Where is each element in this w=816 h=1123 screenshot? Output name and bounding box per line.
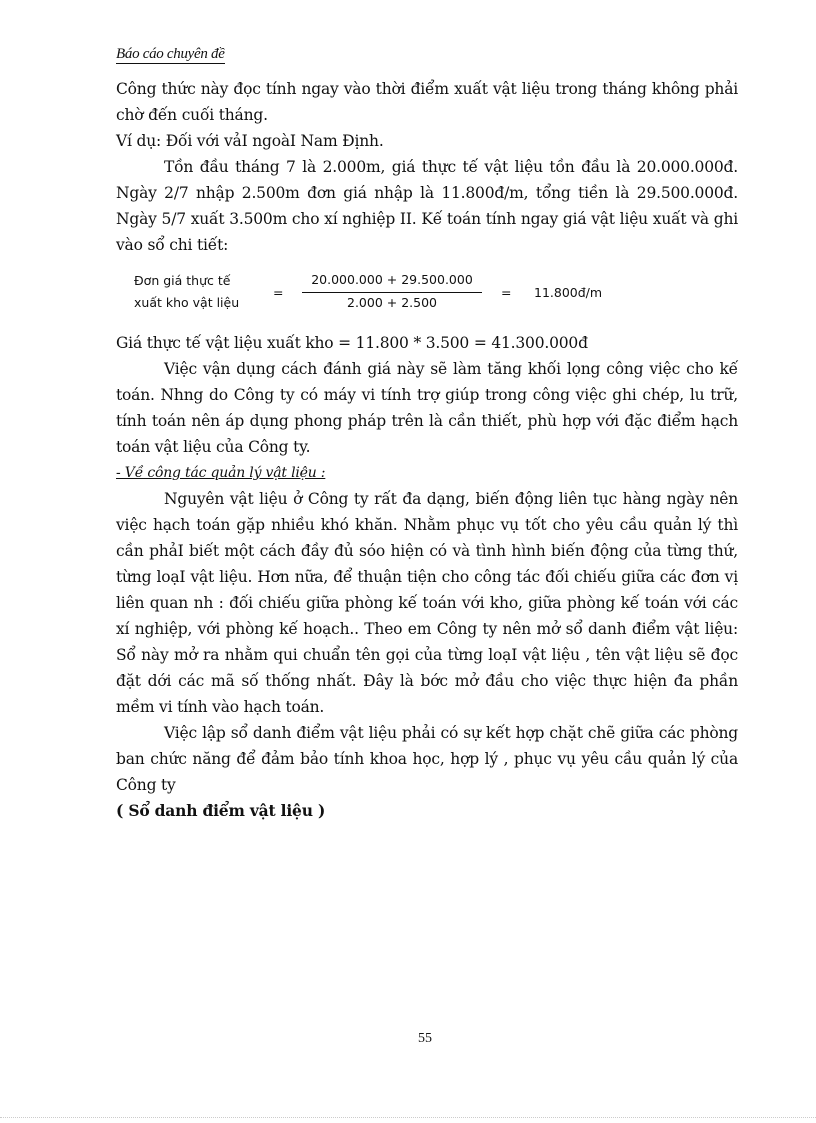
paragraph: Tồn đầu tháng 7 là 2.000m, giá thực tế vật liệu tồn đầu là 20.000.000đ. Ngày 2/7 nhập 2.500m đơn giá nhập là 11.800đ/m, tổng tiền là 29.500.000đ. Ngày 5/7 xuất 3.500m cho xí nghiệp II. Kế toán tính ngay giá vật liệu xuất và ghi vào sổ chi tiết:	[116, 158, 738, 254]
unit-price-formula	[134, 270, 634, 314]
calc-line: Giá thực tế vật liệu xuất kho = 11.800 * 3.500 = 41.300.000đ	[116, 334, 588, 352]
body-top	[116, 76, 738, 258]
formula-denominator: 2.000 + 2.500	[347, 295, 437, 310]
report-header: Báo cáo chuyên đề	[116, 46, 225, 62]
formula-fraction	[302, 270, 482, 313]
page-number: 55	[418, 1031, 432, 1046]
formula-label	[134, 270, 239, 314]
section-subheading: - Về công tác quản lý vật liệu :	[116, 465, 326, 481]
equals-sign: =	[501, 285, 512, 300]
formula-label-line1: Đơn giá thực tế	[134, 273, 231, 288]
paragraph: Việc vận dụng cách đánh giá này sẽ làm tăng khối lọng công việc cho kế toán. Nhng do Công ty có máy vi tính trợ giúp trong công việc ghi chép, lu trữ, tính toán nên áp dụng phong pháp trên là cần thiết, phù hợp với đặc điểm hạch toán vật liệu của Công ty.	[116, 360, 738, 456]
formula-result: 11.800đ/m	[534, 285, 603, 300]
paragraph: Nguyên vật liệu ở Công ty rất đa dạng, biến động liên tục hàng ngày nên việc hạch toán gặp nhiều khó khăn. Nhằm phục vụ tốt cho yêu cầu quản lý thì cần phảI biết một cách đầy đủ sóo hiện có và tình hình biến động của từng thứ, từng loạI vật liệu. Hơn nữa, để thuận tiện cho công tác đối chiếu giữa các đơn vị liên quan nh : đối chiếu giữa phòng kế toán với kho, giữa phòng kế toán với các xí nghiệp, với phòng kế hoạch.. Theo em Công ty nên mở sổ danh điểm vật liệu: Sổ này mở ra nhằm qui chuẩn tên gọi của từng loạI vật liệu , tên vật liệu sẽ đọc đặt dới các mã số thống nhất. Đây là bớc mở đầu cho việc thực hiện đa phần mềm vi tính vào hạch toán.	[116, 490, 738, 716]
paragraph: Ví dụ: Đối với vảI ngoàI Nam Định.	[116, 132, 384, 150]
equals-sign: =	[273, 285, 284, 300]
paragraph: Công thức này đọc tính ngay vào thời điểm xuất vật liệu trong tháng không phải chờ đến cuối tháng.	[116, 80, 738, 124]
formula-numerator: 20.000.000 + 29.500.000	[302, 270, 482, 293]
paragraph: Việc lập sổ danh điểm vật liệu phải có sự kết hợp chặt chẽ giữa các phòng ban chức năng để đảm bảo tính khoa học, hợp lý , phục vụ yêu cầu quản lý của Công ty	[116, 724, 738, 794]
bottom-divider	[0, 1117, 816, 1118]
body-bottom	[116, 330, 738, 824]
table-caption: ( Sổ danh điểm vật liệu )	[116, 801, 326, 820]
formula-label-line2: xuất kho vật liệu	[134, 295, 240, 310]
